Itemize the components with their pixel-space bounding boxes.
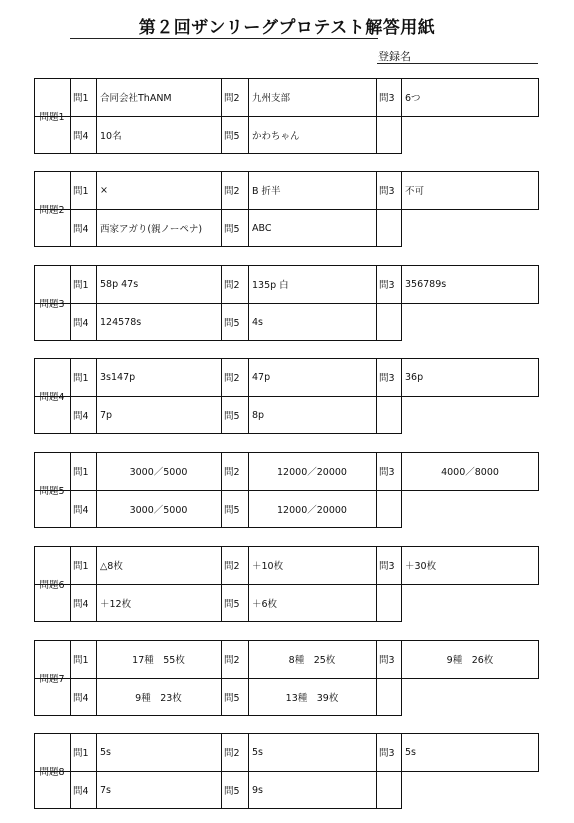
question-number: 問3 bbox=[379, 373, 395, 384]
answer-field[interactable]: 西家アガり(親ノーペナ) bbox=[100, 224, 203, 235]
answer-field[interactable]: 10名 bbox=[100, 131, 122, 142]
problem-label: 問題3 bbox=[39, 299, 65, 310]
question-number: 問3 bbox=[379, 280, 395, 291]
answer-field[interactable]: ＋30枚 bbox=[405, 561, 437, 572]
answer-field[interactable]: 356789s bbox=[405, 278, 447, 290]
problem-label: 問題8 bbox=[39, 767, 65, 778]
answer-field[interactable]: 合同会社ThANM bbox=[100, 93, 172, 104]
question-number: 問1 bbox=[73, 186, 89, 197]
question-number: 問1 bbox=[73, 748, 89, 759]
answer-field[interactable]: 12000／20000 bbox=[277, 467, 347, 478]
answer-field[interactable]: ＋12枚 bbox=[100, 599, 132, 610]
answer-field[interactable]: ABC bbox=[252, 222, 272, 234]
question-number: 問5 bbox=[224, 599, 240, 610]
question-number: 問2 bbox=[224, 561, 240, 572]
problem-block bbox=[34, 640, 539, 716]
question-number: 問4 bbox=[73, 131, 89, 142]
problem-block bbox=[34, 171, 539, 247]
answer-field[interactable]: 9種 26枚 bbox=[446, 655, 494, 666]
question-number: 問3 bbox=[379, 186, 395, 197]
question-number: 問1 bbox=[73, 93, 89, 104]
question-number: 問2 bbox=[224, 373, 240, 384]
answer-field[interactable]: 47p bbox=[252, 371, 271, 383]
problem-block bbox=[34, 358, 539, 434]
answer-field[interactable]: 5s bbox=[252, 746, 263, 758]
question-number: 問2 bbox=[224, 280, 240, 291]
question-number: 問4 bbox=[73, 786, 89, 797]
answer-field[interactable]: 3000／5000 bbox=[129, 467, 188, 478]
title-underline bbox=[70, 38, 378, 39]
question-number: 問5 bbox=[224, 786, 240, 797]
problem-label: 問題4 bbox=[39, 392, 65, 403]
question-number: 問1 bbox=[73, 655, 89, 666]
answer-field[interactable]: × bbox=[100, 184, 108, 196]
answer-field[interactable]: 135p 白 bbox=[252, 280, 289, 291]
answer-field[interactable]: 7p bbox=[100, 409, 113, 421]
problem-label: 問題2 bbox=[39, 205, 65, 216]
question-number: 問1 bbox=[73, 373, 89, 384]
question-number: 問2 bbox=[224, 467, 240, 478]
answer-field[interactable]: 13種 39枚 bbox=[285, 693, 339, 704]
answer-field[interactable]: 12000／20000 bbox=[277, 505, 347, 516]
question-number: 問1 bbox=[73, 561, 89, 572]
question-number: 問4 bbox=[73, 318, 89, 329]
question-number: 問2 bbox=[224, 655, 240, 666]
answer-field[interactable]: 3s147p bbox=[100, 371, 136, 383]
answer-field[interactable]: 4000／8000 bbox=[441, 467, 499, 478]
question-number: 問4 bbox=[73, 599, 89, 610]
question-number: 問5 bbox=[224, 411, 240, 422]
answer-field[interactable]: 6つ bbox=[405, 93, 421, 104]
registration-label: 登録名 bbox=[378, 50, 411, 63]
answer-field[interactable]: 124578s bbox=[100, 316, 142, 328]
question-number: 問3 bbox=[379, 467, 395, 478]
question-number: 問1 bbox=[73, 467, 89, 478]
answer-field[interactable]: 4s bbox=[252, 316, 263, 328]
question-number: 問5 bbox=[224, 505, 240, 516]
question-number: 問4 bbox=[73, 505, 89, 516]
problem-label: 問題1 bbox=[39, 112, 65, 123]
question-number: 問1 bbox=[73, 280, 89, 291]
answer-field[interactable]: ＋6枚 bbox=[252, 599, 278, 610]
registration-field[interactable] bbox=[377, 63, 538, 64]
problem-block bbox=[34, 265, 539, 341]
question-number: 問5 bbox=[224, 318, 240, 329]
page-title: 第２回ザンリーグプロテスト解答用紙 bbox=[138, 18, 436, 38]
question-number: 問3 bbox=[379, 561, 395, 572]
problem-block bbox=[34, 78, 539, 154]
answer-field[interactable]: 9s bbox=[252, 784, 263, 796]
problem-block bbox=[34, 452, 539, 528]
problem-block bbox=[34, 546, 539, 622]
question-number: 問2 bbox=[224, 186, 240, 197]
answer-field[interactable]: 3000／5000 bbox=[129, 505, 188, 516]
answer-field[interactable]: 9種 23枚 bbox=[135, 693, 182, 704]
question-number: 問2 bbox=[224, 748, 240, 759]
problem-label: 問題5 bbox=[39, 486, 65, 497]
question-number: 問4 bbox=[73, 224, 89, 235]
question-number: 問3 bbox=[379, 748, 395, 759]
answer-field[interactable]: 5s bbox=[405, 746, 416, 758]
question-number: 問5 bbox=[224, 693, 240, 704]
answer-field[interactable]: 8種 25枚 bbox=[288, 655, 336, 666]
answer-field[interactable]: 58p 47s bbox=[100, 278, 139, 290]
answer-field[interactable]: ＋10枚 bbox=[252, 561, 284, 572]
answer-field[interactable]: 36p bbox=[405, 371, 424, 383]
problem-block bbox=[34, 733, 539, 809]
question-number: 問3 bbox=[379, 93, 395, 104]
answer-field[interactable]: 17種 55枚 bbox=[132, 655, 185, 666]
answer-field[interactable]: かわちゃん bbox=[252, 131, 300, 142]
question-number: 問4 bbox=[73, 411, 89, 422]
problem-label: 問題7 bbox=[39, 674, 65, 685]
answer-field[interactable]: B 折半 bbox=[252, 186, 281, 197]
answer-field[interactable]: △8枚 bbox=[100, 561, 123, 572]
answer-field[interactable]: 5s bbox=[100, 746, 111, 758]
question-number: 問5 bbox=[224, 131, 240, 142]
answer-field[interactable]: 不可 bbox=[405, 186, 425, 197]
answer-field[interactable]: 九州支部 bbox=[252, 93, 291, 104]
question-number: 問4 bbox=[73, 693, 89, 704]
problem-label: 問題6 bbox=[39, 580, 65, 591]
question-number: 問5 bbox=[224, 224, 240, 235]
answer-field[interactable]: 7s bbox=[100, 784, 111, 796]
question-number: 問2 bbox=[224, 93, 240, 104]
answer-field[interactable]: 8p bbox=[252, 409, 265, 421]
question-number: 問3 bbox=[379, 655, 395, 666]
